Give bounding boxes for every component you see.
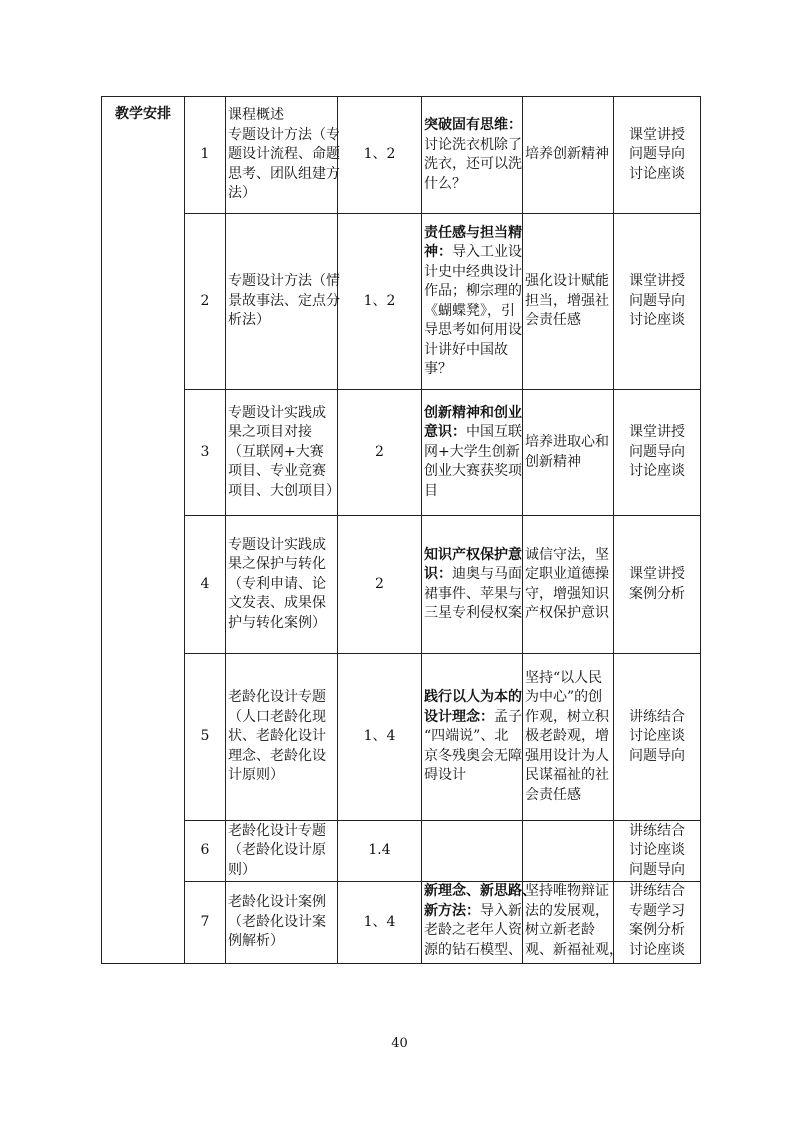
ideological-element: 新理念、新思路、 新方法：导入新 老龄之老年人资 源的钻石模型、 bbox=[422, 882, 523, 964]
education-goal bbox=[523, 821, 614, 882]
table-row bbox=[102, 654, 701, 821]
lesson-number: 1 bbox=[185, 97, 226, 214]
table-row bbox=[102, 214, 701, 390]
ideological-element: 践行以人为本的 设计理念：孟子 “四端说”、北 京冬残奥会无障 碍设计 bbox=[422, 654, 523, 821]
lesson-topic: 课程概述 专题设计方法（专 题设计流程、命题 思考、团队组建方 法） bbox=[226, 97, 338, 214]
education-goal: 强化设计赋能 担当，增强社 会责任感 bbox=[523, 214, 614, 390]
teaching-method: 讲练结合 专题学习 案例分析 讨论座谈 bbox=[614, 882, 701, 964]
lesson-number: 7 bbox=[185, 882, 226, 964]
table-row bbox=[102, 390, 701, 516]
teaching-method: 讲练结合 讨论座谈 问题导向 bbox=[614, 654, 701, 821]
lesson-hours: 1、4 bbox=[338, 882, 422, 964]
teaching-schedule-table bbox=[101, 96, 701, 964]
lesson-topic: 专题设计实践成 果之保护与转化 （专利申请、论 文发表、成果保 护与转化案例） bbox=[226, 516, 338, 654]
ideological-element: 知识产权保护意 识：迪奥与马面 裙事件、苹果与 三星专利侵权案 bbox=[422, 516, 523, 654]
lesson-hours: 1、2 bbox=[338, 97, 422, 214]
lesson-hours: 1、4 bbox=[338, 654, 422, 821]
lesson-number: 4 bbox=[185, 516, 226, 654]
teaching-method: 课堂讲授 问题导向 讨论座谈 bbox=[614, 390, 701, 516]
lesson-topic: 专题设计实践成 果之项目对接 （互联网+大赛 项目、专业竞赛 项目、大创项目） bbox=[226, 390, 338, 516]
page-number: 40 bbox=[391, 1036, 408, 1051]
teaching-method: 课堂讲授 案例分析 bbox=[614, 516, 701, 654]
lesson-number: 6 bbox=[185, 821, 226, 882]
table-row bbox=[102, 97, 701, 214]
lesson-topic: 老龄化设计案例 （老龄化设计案 例解析） bbox=[226, 882, 338, 964]
ideological-element: 创新精神和创业 意识：中国互联 网+大学生创新 创业大赛获奖项 目 bbox=[422, 390, 523, 516]
lesson-hours: 1、2 bbox=[338, 214, 422, 390]
lesson-number: 2 bbox=[185, 214, 226, 390]
lesson-hours: 2 bbox=[338, 390, 422, 516]
teaching-method: 讲练结合 讨论座谈 问题导向 bbox=[614, 821, 701, 882]
education-goal: 坚持唯物辩证 法的发展观， 树立新老龄 观、新福祉观， bbox=[523, 882, 614, 964]
section-label: 教学安排 bbox=[102, 97, 185, 964]
lesson-topic: 老龄化设计专题 （老龄化设计原 则） bbox=[226, 821, 338, 882]
education-goal: 培养进取心和 创新精神 bbox=[523, 390, 614, 516]
lesson-hours: 2 bbox=[338, 516, 422, 654]
lesson-number: 3 bbox=[185, 390, 226, 516]
teaching-method: 课堂讲授 问题导向 讨论座谈 bbox=[614, 97, 701, 214]
education-goal: 诚信守法，坚 定职业道德操 守，增强知识 产权保护意识 bbox=[523, 516, 614, 654]
education-goal: 坚持“以人民 为中心”的创 作观，树立积 极老龄观，增 强用设计为人 民谋福祉的社 会责任感 bbox=[523, 654, 614, 821]
ideological-element: 突破固有思维： 讨论洗衣机除了 洗衣，还可以洗 什么？ bbox=[422, 97, 523, 214]
table-row bbox=[102, 516, 701, 654]
lesson-topic: 老龄化设计专题 （人口老龄化现 状、老龄化设计 理念、老龄化设 计原则） bbox=[226, 654, 338, 821]
lesson-topic: 专题设计方法（情 景故事法、定点分 析法） bbox=[226, 214, 338, 390]
table-row bbox=[102, 882, 701, 964]
education-goal: 培养创新精神 bbox=[523, 97, 614, 214]
ideological-element: 责任感与担当精 神：导入工业设 计史中经典设计 作品；柳宗理的 《蝴蝶凳》，引 导思考如何用设 计讲好中国故 事？ bbox=[422, 214, 523, 390]
lesson-hours: 1.4 bbox=[338, 821, 422, 882]
teaching-method: 课堂讲授 问题导向 讨论座谈 bbox=[614, 214, 701, 390]
ideological-element bbox=[422, 821, 523, 882]
lesson-number: 5 bbox=[185, 654, 226, 821]
table-row bbox=[102, 821, 701, 882]
